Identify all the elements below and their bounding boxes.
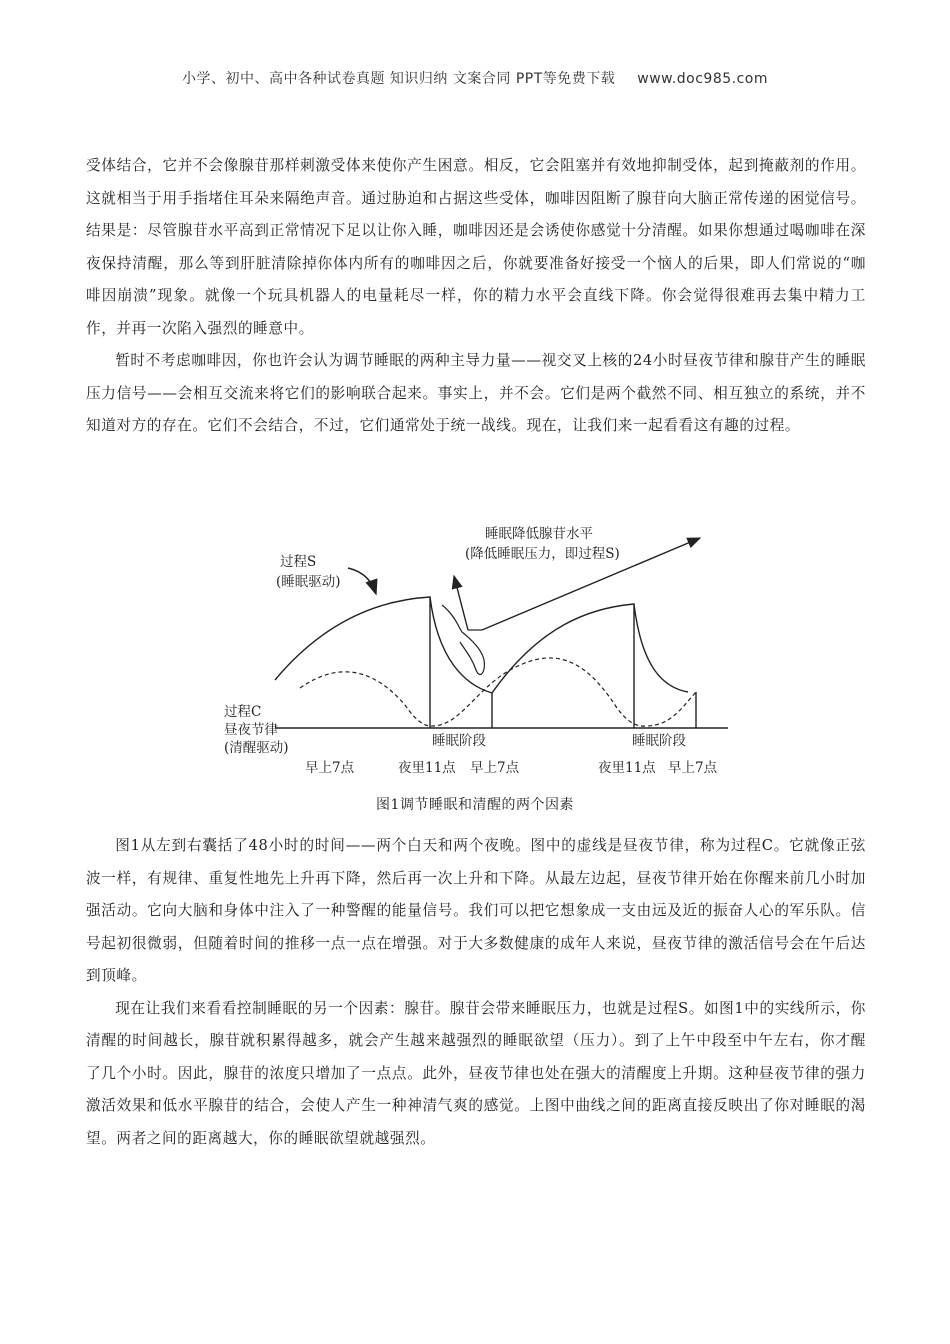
label-sleep-phase-2: 睡眠阶段 (632, 733, 686, 749)
process-c-curve (300, 658, 696, 726)
label-process-c: 过程C (224, 704, 262, 720)
label-time-1: 早上7点 (305, 760, 355, 776)
figure-sleep-factors (210, 520, 740, 790)
label-time-3: 早上7点 (470, 760, 520, 776)
figure-diagram (210, 520, 740, 790)
paragraph: 受体结合，它并不会像腺苷那样刺激受体来使你产生困意。相反，它会阻塞并有效地抑制受体，起到掩蔽剂的作用。这就相当于用手指堵住耳朵来隔绝声音。通过胁迫和占据这些受体，咖啡因阻断了腺苷向大脑正常传递的困觉信号。结果是：尽管腺苷水平高到正常情况下足以让你入睡，咖啡因还是会诱使你感觉十分清醒。如果你想通过喝咖啡在深夜保持清醒，那么等到肝脏清除掉你体内所有的咖啡因之后，你就要准备好接受一个恼人的后果，即人们常说的“咖啡因崩溃”现象。就像一个玩具机器人的电量耗尽一样，你的精力水平会直线下降。你会觉得很难再去集中精力工作，并再一次陷入强烈的睡意中。 (86, 157, 866, 337)
page-header (0, 68, 950, 88)
paragraph: 现在让我们来看看控制睡眠的另一个因素：腺苷。腺苷会带来睡眠压力，也就是过程S。如图1中的实线所示，你清醒的时间越长，腺苷就积累得越多，就会产生越来越强烈的睡眠欲望（压力）。到了上午中段至中午左右，你才醒了几个小时。因此，腺苷的浓度只增加了一点点。此外，昼夜节律也处在强大的清醒度上升期。这种昼夜节律的强力激活效果和低水平腺苷的结合，会使人产生一种神清气爽的感觉。上图中曲线之间的距离直接反映出了你对睡眠的渴望。两者之间的距离越大，你的睡眠欲望就越强烈。 (86, 999, 866, 1147)
label-sleep-phase-1: 睡眠阶段 (432, 733, 486, 749)
text-block-bottom (86, 830, 866, 1155)
text-block-top (86, 150, 866, 443)
label-time-2: 夜里11点 (398, 760, 456, 776)
process-s-arrow (348, 568, 376, 594)
figure-caption: 图1调节睡眠和清醒的两个因素 (376, 797, 574, 813)
label-circadian: 昼夜节律 (224, 722, 278, 738)
process-s-curve (275, 597, 688, 728)
paragraph: 图1从左到右囊括了48小时的时间——两个白天和两个夜晚。图中的虚线是昼夜节律，称为过程C。它就像正弦波一样，有规律、重复性地先上升再下降，然后再一次上升和下降。从最左边起，昼夜节律开始在你醒来前几小时加强活动。它向大脑和身体中注入了一种警醒的能量信号。我们可以把它想象成一支由远及近的振奋人心的军乐队。信号起初很微弱，但随着时间的推移一点一点在增强。对于大多数健康的成年人来说，昼夜节律的激活信号会在午后达到顶峰。 (86, 837, 866, 984)
paragraph: 暂时不考虑咖啡因，你也许会认为调节睡眠的两种主导力量——视交叉上核的24小时昼夜节律和腺苷产生的睡眠压力信号——会相互交流来将它们的影响联合起来。事实上，并不会。它们是两个截然不同、相互独立的系统，并不知道对方的存在。它们不会结合，不过，它们通常处于统一战线。现在，让我们来一起看看这有趣的过程。 (86, 352, 866, 434)
label-wake-drive: (清醒驱动) (224, 740, 289, 756)
label-process-s-sub: (睡眠驱动) (276, 574, 341, 590)
label-sleep-reduces: 睡眠降低腺苷水平 (485, 526, 593, 542)
label-sleep-reduces-sub: (降低睡眠压力，即过程S) (465, 546, 620, 562)
header-text: 小学、初中、高中各种试卷真题 知识归纳 文案合同 PPT等免费下载 (181, 71, 616, 87)
label-time-5: 早上7点 (668, 760, 718, 776)
label-process-s: 过程S (280, 554, 317, 570)
adenosine-drop-shape (442, 605, 484, 675)
label-time-4: 夜里11点 (598, 760, 656, 776)
header-site-link[interactable]: www.doc985.com (637, 71, 769, 87)
